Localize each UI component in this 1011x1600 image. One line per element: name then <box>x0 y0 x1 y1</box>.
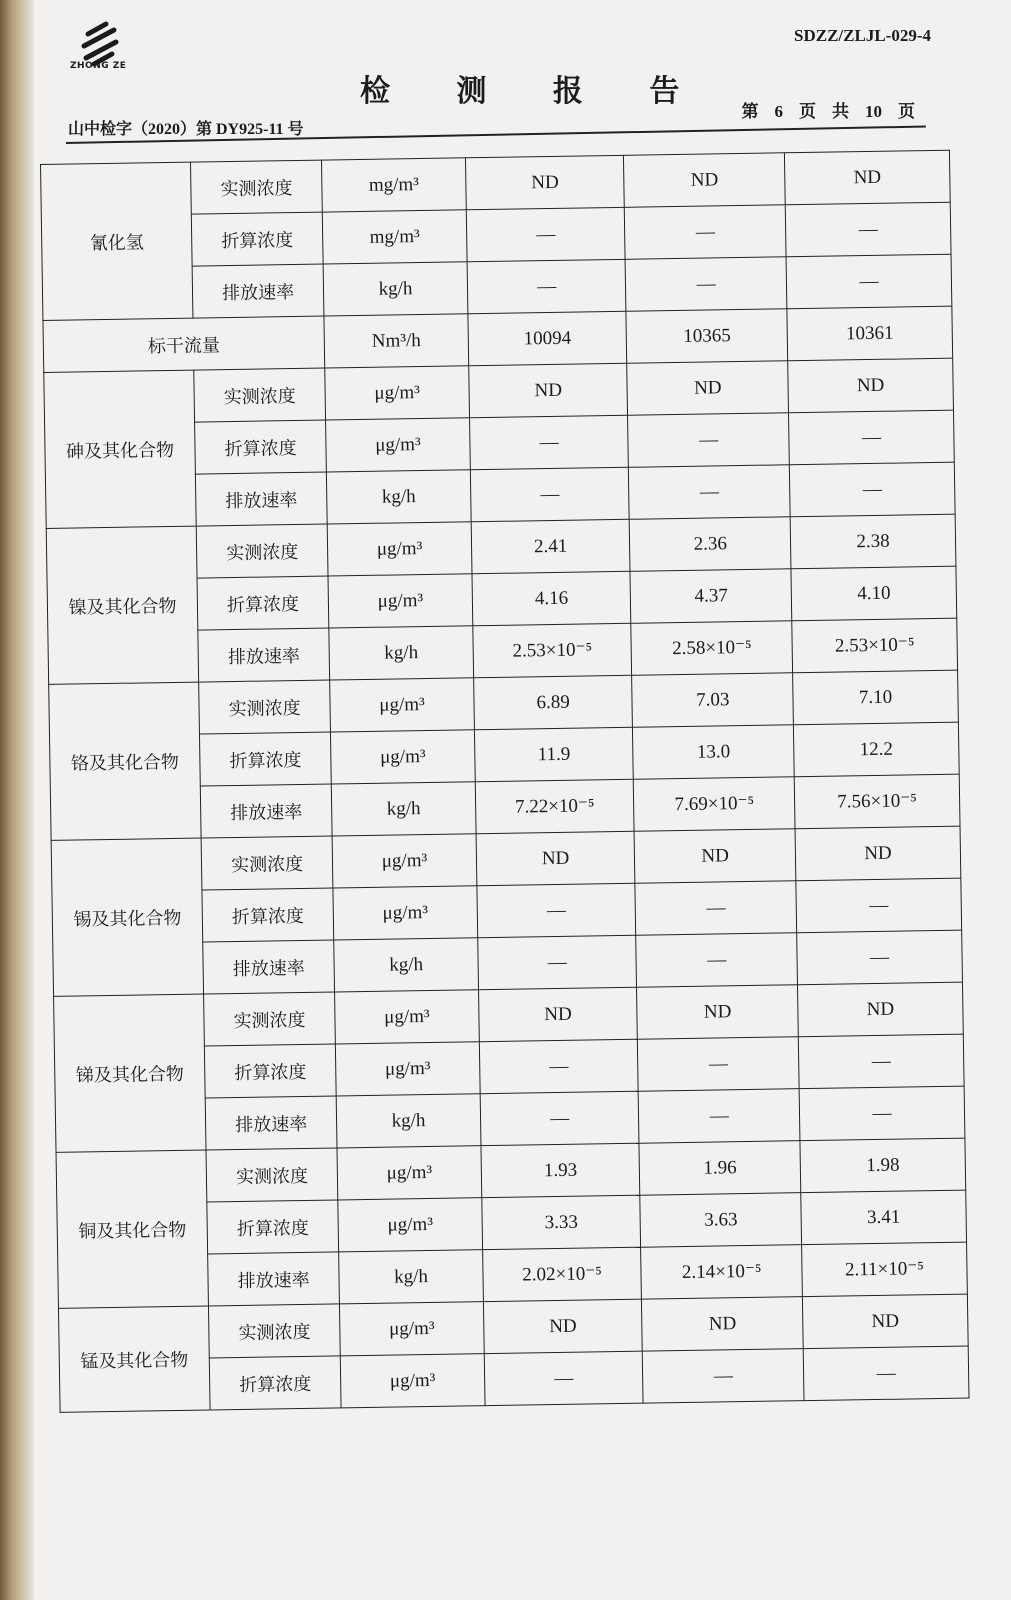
page-current: 6 <box>774 102 783 121</box>
metric-cell: 实测浓度 <box>206 1148 338 1202</box>
metric-cell: 折算浓度 <box>200 732 332 786</box>
value-cell: 6.89 <box>473 675 632 729</box>
value-cell: 2.36 <box>630 517 791 572</box>
value-cell: 2.11×10⁻⁵ <box>802 1242 968 1297</box>
value-cell: 12.2 <box>793 722 959 777</box>
metric-cell: 排放速率 <box>205 1096 337 1150</box>
value-cell: — <box>797 930 963 985</box>
page-label-suffix: 页 <box>898 102 915 121</box>
metric-cell: 实测浓度 <box>196 524 328 578</box>
unit-cell: μg/m³ <box>335 1042 480 1096</box>
value-cell: 2.02×10⁻⁵ <box>482 1247 641 1301</box>
value-cell: ND <box>802 1294 968 1349</box>
value-cell: — <box>629 465 790 520</box>
value-cell: — <box>467 259 626 313</box>
parameter-name: 标干流量 <box>43 316 325 372</box>
page-label-prefix: 第 <box>741 102 759 121</box>
unit-cell: kg/h <box>339 1250 484 1304</box>
value-cell: 2.53×10⁻⁵ <box>792 618 958 673</box>
value-cell: — <box>803 1346 969 1401</box>
unit-cell: Nm³/h <box>324 314 469 368</box>
unit-cell: μg/m³ <box>340 1302 485 1356</box>
page-number <box>734 97 924 122</box>
value-cell: 2.41 <box>471 519 630 573</box>
unit-cell: μg/m³ <box>335 990 480 1044</box>
page-title: 检 测 报 告 <box>360 74 708 109</box>
unit-cell: μg/m³ <box>327 522 472 576</box>
value-cell: — <box>625 205 786 260</box>
value-cell: — <box>636 933 797 988</box>
value-cell: 3.63 <box>640 1193 801 1248</box>
parameter-name: 锡及其化合物 <box>51 838 204 996</box>
value-cell: ND <box>634 829 795 884</box>
unit-cell: μg/m³ <box>331 730 476 784</box>
value-cell: 10365 <box>626 309 787 364</box>
parameter-name: 氰化氢 <box>41 162 194 320</box>
unit-cell: μg/m³ <box>333 886 478 940</box>
value-cell: 1.93 <box>481 1143 640 1197</box>
value-cell: 4.10 <box>791 566 957 621</box>
unit-cell: kg/h <box>327 470 472 524</box>
unit-cell: μg/m³ <box>330 678 475 732</box>
value-cell: — <box>625 257 786 312</box>
unit-cell: mg/m³ <box>322 158 467 212</box>
value-cell: ND <box>798 982 964 1037</box>
value-cell: — <box>643 1349 804 1404</box>
value-cell: — <box>477 883 636 937</box>
metric-cell: 排放速率 <box>208 1252 340 1306</box>
page-label-mid: 页 <box>799 102 816 121</box>
value-cell: 1.96 <box>639 1141 800 1196</box>
metric-cell: 实测浓度 <box>194 368 326 422</box>
metric-cell: 排放速率 <box>198 628 330 682</box>
logo-text: ZHONG ZE <box>70 61 127 71</box>
value-cell: — <box>789 462 955 517</box>
parameter-name: 砷及其化合物 <box>44 370 197 528</box>
unit-cell: kg/h <box>336 1094 481 1148</box>
unit-cell: μg/m³ <box>328 574 473 628</box>
value-cell: — <box>479 1039 638 1093</box>
results-table <box>40 150 970 1413</box>
unit-cell: μg/m³ <box>326 418 471 472</box>
value-cell: 3.33 <box>482 1195 641 1249</box>
metric-cell: 排放速率 <box>192 264 324 318</box>
unit-cell: μg/m³ <box>337 1146 482 1200</box>
value-cell: — <box>480 1091 639 1145</box>
unit-cell: kg/h <box>323 262 468 316</box>
metric-cell: 折算浓度 <box>209 1356 341 1410</box>
value-cell: 11.9 <box>474 727 633 781</box>
value-cell: 7.56×10⁻⁵ <box>794 774 960 829</box>
metric-cell: 实测浓度 <box>204 992 336 1046</box>
value-cell: — <box>796 878 962 933</box>
value-cell: — <box>785 202 951 257</box>
value-cell: 7.22×10⁻⁵ <box>475 779 634 833</box>
value-cell: 4.16 <box>472 571 631 625</box>
value-cell: ND <box>784 150 950 205</box>
value-cell: — <box>799 1086 965 1141</box>
metric-cell: 折算浓度 <box>191 212 323 266</box>
value-cell: ND <box>483 1299 642 1353</box>
value-cell: 4.37 <box>630 569 791 624</box>
value-cell: ND <box>795 826 961 881</box>
metric-cell: 折算浓度 <box>202 888 334 942</box>
unit-cell: kg/h <box>329 626 474 680</box>
unit-cell: μg/m³ <box>325 366 470 420</box>
metric-cell: 折算浓度 <box>197 576 329 630</box>
unit-cell: mg/m³ <box>322 210 467 264</box>
value-cell: 1.98 <box>800 1138 966 1193</box>
value-cell: — <box>484 1351 643 1405</box>
results-table-wrap <box>40 150 970 1413</box>
value-cell: — <box>470 467 629 521</box>
value-cell: — <box>789 410 955 465</box>
value-cell: — <box>628 413 789 468</box>
value-cell: 2.58×10⁻⁵ <box>631 621 792 676</box>
value-cell: ND <box>476 831 635 885</box>
value-cell: 10094 <box>468 311 627 365</box>
parameter-name: 锑及其化合物 <box>54 994 207 1152</box>
value-cell: 2.38 <box>790 514 956 569</box>
value-cell: ND <box>788 358 954 413</box>
metric-cell: 实测浓度 <box>191 160 323 214</box>
parameter-name: 铬及其化合物 <box>49 682 202 840</box>
metric-cell: 折算浓度 <box>207 1200 339 1254</box>
parameter-name: 镍及其化合物 <box>46 526 199 684</box>
value-cell: 7.03 <box>632 673 793 728</box>
value-cell: ND <box>465 155 624 209</box>
parameter-name: 锰及其化合物 <box>58 1306 210 1412</box>
value-cell: 7.10 <box>793 670 959 725</box>
metric-cell: 实测浓度 <box>209 1304 341 1358</box>
value-cell: — <box>478 935 637 989</box>
value-cell: 13.0 <box>633 725 794 780</box>
metric-cell: 排放速率 <box>200 784 332 838</box>
value-cell: 2.14×10⁻⁵ <box>641 1245 802 1300</box>
page-label-total-prefix: 共 <box>832 102 849 121</box>
value-cell: ND <box>637 985 798 1040</box>
value-cell: — <box>466 207 625 261</box>
value-cell: — <box>639 1089 800 1144</box>
metric-cell: 实测浓度 <box>201 836 333 890</box>
metric-cell: 排放速率 <box>203 940 335 994</box>
value-cell: — <box>469 415 628 469</box>
value-cell: 7.69×10⁻⁵ <box>634 777 795 832</box>
value-cell: 10361 <box>787 306 953 361</box>
unit-cell: kg/h <box>331 782 476 836</box>
value-cell: — <box>638 1037 799 1092</box>
value-cell: ND <box>469 363 628 417</box>
document-code: SDZZ/ZLJL-029-4 <box>794 26 931 45</box>
value-cell: ND <box>624 153 785 208</box>
metric-cell: 折算浓度 <box>204 1044 336 1098</box>
unit-cell: μg/m³ <box>338 1198 483 1252</box>
value-cell: — <box>798 1034 964 1089</box>
unit-cell: μg/m³ <box>340 1354 485 1408</box>
unit-cell: kg/h <box>334 938 479 992</box>
value-cell: — <box>786 254 952 309</box>
report-number: 山中检字（2020）第 DY925-11 号 <box>68 121 304 138</box>
value-cell: — <box>635 881 796 936</box>
page-total: 10 <box>865 102 882 121</box>
value-cell: ND <box>627 361 788 416</box>
metric-cell: 排放速率 <box>195 472 327 526</box>
parameter-name: 铜及其化合物 <box>56 1150 209 1308</box>
value-cell: 2.53×10⁻⁵ <box>473 623 632 677</box>
value-cell: 3.41 <box>801 1190 967 1245</box>
unit-cell: μg/m³ <box>332 834 477 888</box>
metric-cell: 折算浓度 <box>195 420 327 474</box>
value-cell: ND <box>478 987 637 1041</box>
value-cell: ND <box>642 1297 803 1352</box>
metric-cell: 实测浓度 <box>199 680 331 734</box>
